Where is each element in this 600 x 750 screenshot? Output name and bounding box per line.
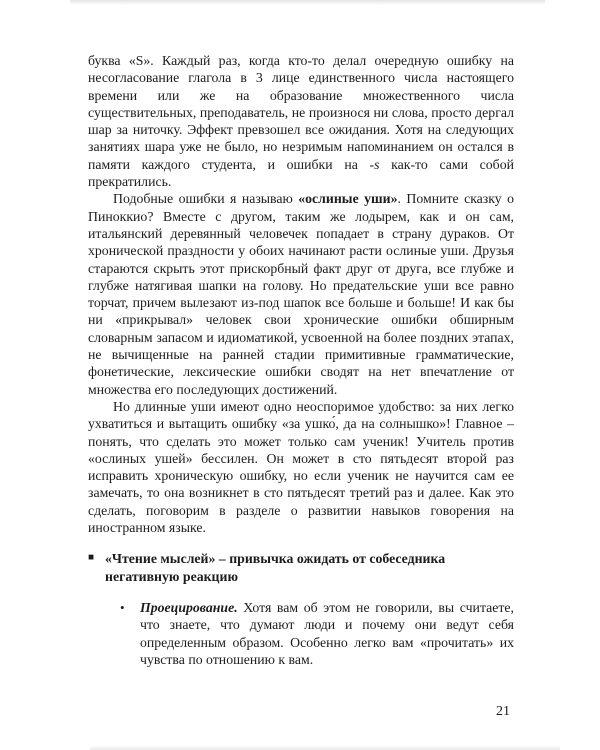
paragraph-3 xyxy=(88,398,514,536)
list-item-text: Хотя вам об этом не говорили, вы считаете, что знаете, что думают люди и почему они ведут себя определенным образом. Особенно легко вам «прочитать» их чувства по отношению к вам. xyxy=(140,599,514,667)
scan-artifact-top xyxy=(70,0,545,5)
paragraph-2-bold: «ослиные уши» xyxy=(298,191,398,207)
paragraph-1-italic: -s xyxy=(369,156,380,172)
paragraph-1-text-end: как-то сами собой прекратились. xyxy=(88,156,514,190)
bullet-icon: • xyxy=(120,599,125,615)
page-number: 21 xyxy=(496,704,510,719)
list-item-lead: Проецирование. xyxy=(140,599,238,615)
paragraph-2 xyxy=(88,190,514,398)
list-item xyxy=(88,599,514,668)
paragraph-1 xyxy=(88,52,514,190)
paragraph-3-text: Но длинные уши имеют одно неоспоримое удобство: за них легко ухватиться и вытащить ошибку «за ушко́, да на солнышко»! Главное – понять, что сделать это может только сам ученик! Учитель против «ослиных ушей» бессилен. Он может в сто пятьдесят второй раз исправить хроническую ошибку, но если ученик не научится сам ее замечать, то она возникнет в сто пятьдесят третий раз и далее. Как это сделать, поговорим в разделе о развитии навыков говорения на иностранном языке. xyxy=(88,398,514,536)
square-bullet-icon: ■ xyxy=(88,552,95,564)
section-heading-text: «Чтение мыслей» – привычка ожидать от собеседника негативную реакцию xyxy=(105,551,446,584)
paragraph-2-text-end: . Помните сказку о Пиноккио? Вместе с другом, таким же лодырем, как и он сам, итальянский деревянный человечек попадает в страну дураков. От хронической праздности у обоих начинают расти ослиные уши. Друзья стараются скрыть этот прискорбный факт друг от друга, все глубже и глубже натягивая шапки на голову. Но предательские уши все равно торчат, причем вылезают из-под шапок все больше и больше! И как бы ни «прикрывал» человек свои хронические ошибки обширным словарным запасом и идиоматикой, усвоенной на более поздних этапах, не вычищенные на ранней стадии примитивные грамматические, фонетические, лексические ошибки сводят на нет впечатление от множества его последующих достижений. xyxy=(88,191,514,397)
paragraph-1-text: буква «S». Каждый раз, когда кто-то делал очередную ошибку на несогласование глагола в 3 лице единственного числа настоящего времени или же на образование множественного числа существительных, преподаватель, не произнося ни слова, просто дергал шар за ниточку. Эффект превзошел все ожидания. Хотя на следующих занятиях шара уже не было, но незримым напоминанием он остался в памяти каждого студента, и ошибки на xyxy=(88,53,514,172)
scan-artifact-bottom xyxy=(90,745,560,750)
section-heading xyxy=(88,550,514,585)
list-item-content xyxy=(140,600,514,667)
text-block xyxy=(88,52,514,668)
paragraph-2-text: Подобные ошибки я называю xyxy=(113,191,299,207)
